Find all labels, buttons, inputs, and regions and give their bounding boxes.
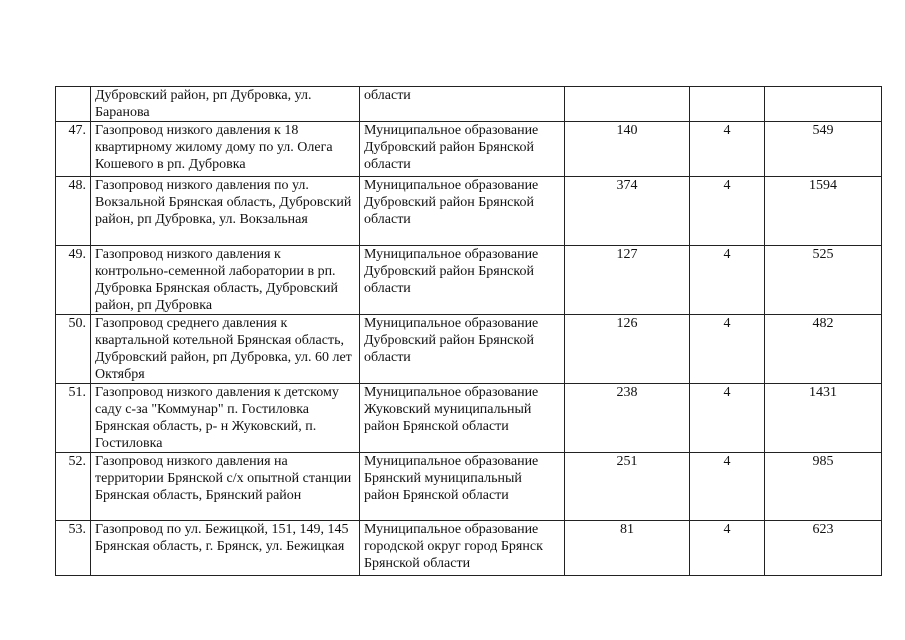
value-cell-2: 4	[690, 246, 765, 315]
object-name: Дубровский район, рп Дубровка, ул. Баранова	[91, 87, 360, 122]
object-name: Газопровод низкого давления к контрольно-семенной лаборатории в рп. Дубровка Брянская область, Дубровский район, рп Дубровка	[91, 246, 360, 315]
row-number: 52.	[56, 453, 91, 521]
table-row	[56, 384, 882, 453]
owner-name: Муниципальное образование Дубровский район Брянской области	[360, 315, 565, 384]
owner-name: Муниципальное образование Дубровский район Брянской области	[360, 122, 565, 177]
row-number: 47.	[56, 122, 91, 177]
owner-name: Муниципальное образование Дубровский район Брянской области	[360, 246, 565, 315]
value-cell-2	[690, 87, 765, 122]
object-name: Газопровод низкого давления на территории Брянской с/х опытной станции Брянская область, Брянский район	[91, 453, 360, 521]
value-cell-1: 126	[565, 315, 690, 384]
value-cell-3: 482	[765, 315, 882, 384]
value-cell-3	[765, 87, 882, 122]
row-number: 53.	[56, 521, 91, 576]
registry-table	[55, 86, 882, 576]
value-cell-2: 4	[690, 521, 765, 576]
owner-name: Муниципальное образование Брянский муниципальный район Брянской области	[360, 453, 565, 521]
row-number: 49.	[56, 246, 91, 315]
object-name: Газопровод среднего давления к квартальной котельной Брянская область, Дубровский район, рп Дубровка, ул. 60 лет Октября	[91, 315, 360, 384]
value-cell-1: 127	[565, 246, 690, 315]
object-name: Газопровод низкого давления к детскому саду с-за "Коммунар" п. Гостиловка Брянская область, р- н Жуковский, п. Гостиловка	[91, 384, 360, 453]
value-cell-2: 4	[690, 122, 765, 177]
value-cell-2: 4	[690, 384, 765, 453]
table-row	[56, 521, 882, 576]
value-cell-3: 549	[765, 122, 882, 177]
value-cell-3: 623	[765, 521, 882, 576]
value-cell-1: 140	[565, 122, 690, 177]
registry-table-body	[56, 87, 882, 576]
value-cell-3: 525	[765, 246, 882, 315]
value-cell-1: 81	[565, 521, 690, 576]
value-cell-1: 374	[565, 177, 690, 246]
owner-name: области	[360, 87, 565, 122]
value-cell-2: 4	[690, 177, 765, 246]
table-row	[56, 87, 882, 122]
value-cell-3: 1431	[765, 384, 882, 453]
value-cell-2: 4	[690, 453, 765, 521]
row-number: 48.	[56, 177, 91, 246]
object-name: Газопровод низкого давления к 18 квартирному жилому дому по ул. Олега Кошевого в рп. Дубровка	[91, 122, 360, 177]
value-cell-1: 238	[565, 384, 690, 453]
object-name: Газопровод по ул. Бежицкой, 151, 149, 145 Брянская область, г. Брянск, ул. Бежицкая	[91, 521, 360, 576]
row-number: 50.	[56, 315, 91, 384]
value-cell-1: 251	[565, 453, 690, 521]
owner-name: Муниципальное образование Жуковский муниципальный район Брянской области	[360, 384, 565, 453]
table-row	[56, 315, 882, 384]
table-row	[56, 177, 882, 246]
value-cell-2: 4	[690, 315, 765, 384]
value-cell-1	[565, 87, 690, 122]
owner-name: Муниципальное образование Дубровский район Брянской области	[360, 177, 565, 246]
table-row	[56, 453, 882, 521]
row-number: 51.	[56, 384, 91, 453]
table-row	[56, 246, 882, 315]
object-name: Газопровод низкого давления по ул. Вокзальной Брянская область, Дубровский район, рп Дубровка, ул. Вокзальная	[91, 177, 360, 246]
row-number	[56, 87, 91, 122]
value-cell-3: 1594	[765, 177, 882, 246]
owner-name: Муниципальное образование городской округ город Брянск Брянской области	[360, 521, 565, 576]
value-cell-3: 985	[765, 453, 882, 521]
table-row	[56, 122, 882, 177]
